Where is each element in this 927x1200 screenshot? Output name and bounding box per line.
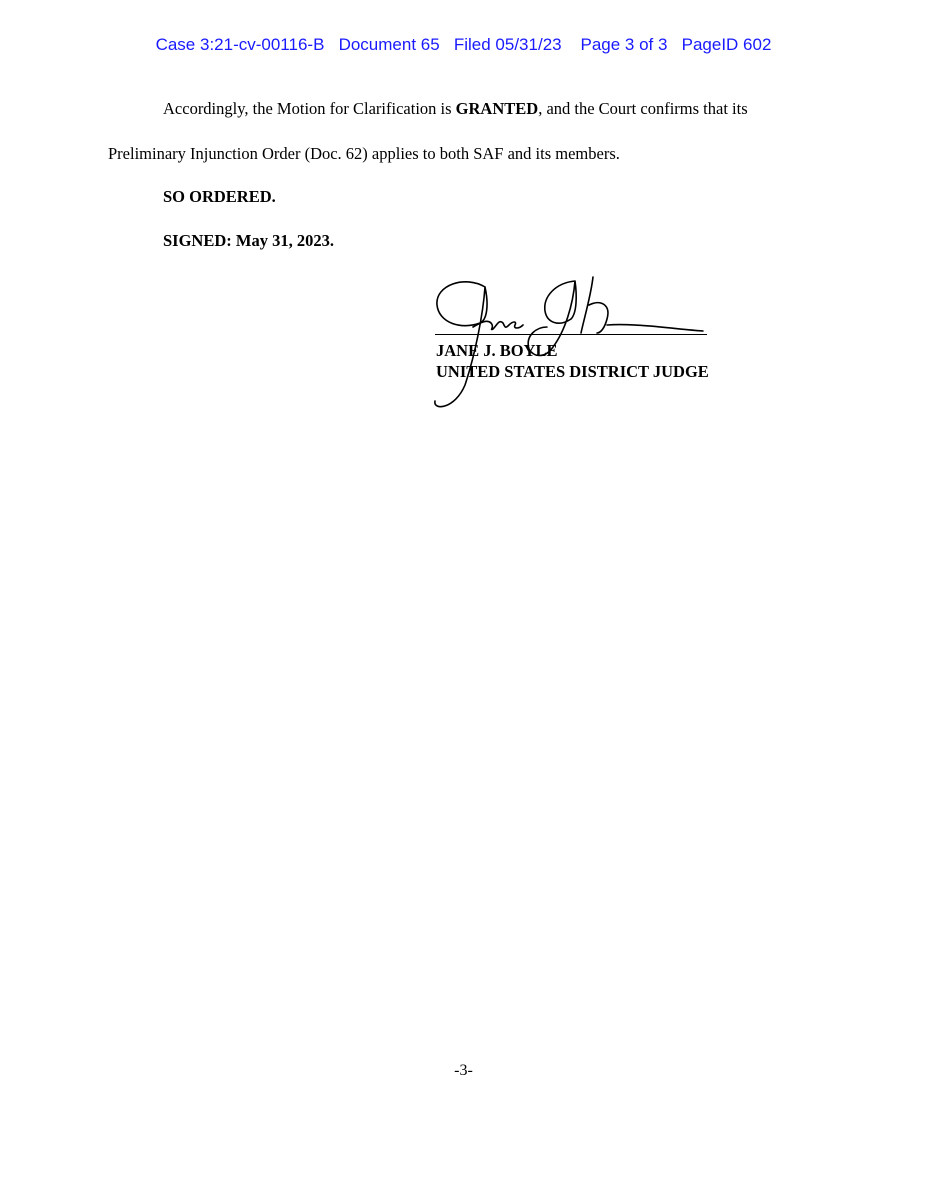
paragraph-granted-tail: , and the Court confirms that its bbox=[538, 99, 748, 118]
page-number: -3- bbox=[454, 1062, 473, 1079]
granted-text: GRANTED bbox=[455, 99, 539, 118]
paragraph-injunction: Preliminary Injunction Order (Doc. 62) applies to both SAF and its members. bbox=[108, 144, 620, 163]
so-ordered: SO ORDERED. bbox=[163, 187, 276, 206]
signed-date: SIGNED: May 31, 2023. bbox=[163, 231, 334, 250]
paragraph-granted-lead: Accordingly, the Motion for Clarification is bbox=[163, 99, 456, 118]
ecf-header-stamp: Case 3:21-cv-00116-B Document 65 Filed 05/31/23 Page 3 of 3 PageID 602 bbox=[155, 35, 772, 54]
judge-title: UNITED STATES DISTRICT JUDGE bbox=[436, 362, 709, 381]
handwritten-signature bbox=[425, 275, 715, 415]
paragraph-granted bbox=[163, 101, 748, 118]
judge-name: JANE J. BOYLE bbox=[436, 341, 558, 360]
